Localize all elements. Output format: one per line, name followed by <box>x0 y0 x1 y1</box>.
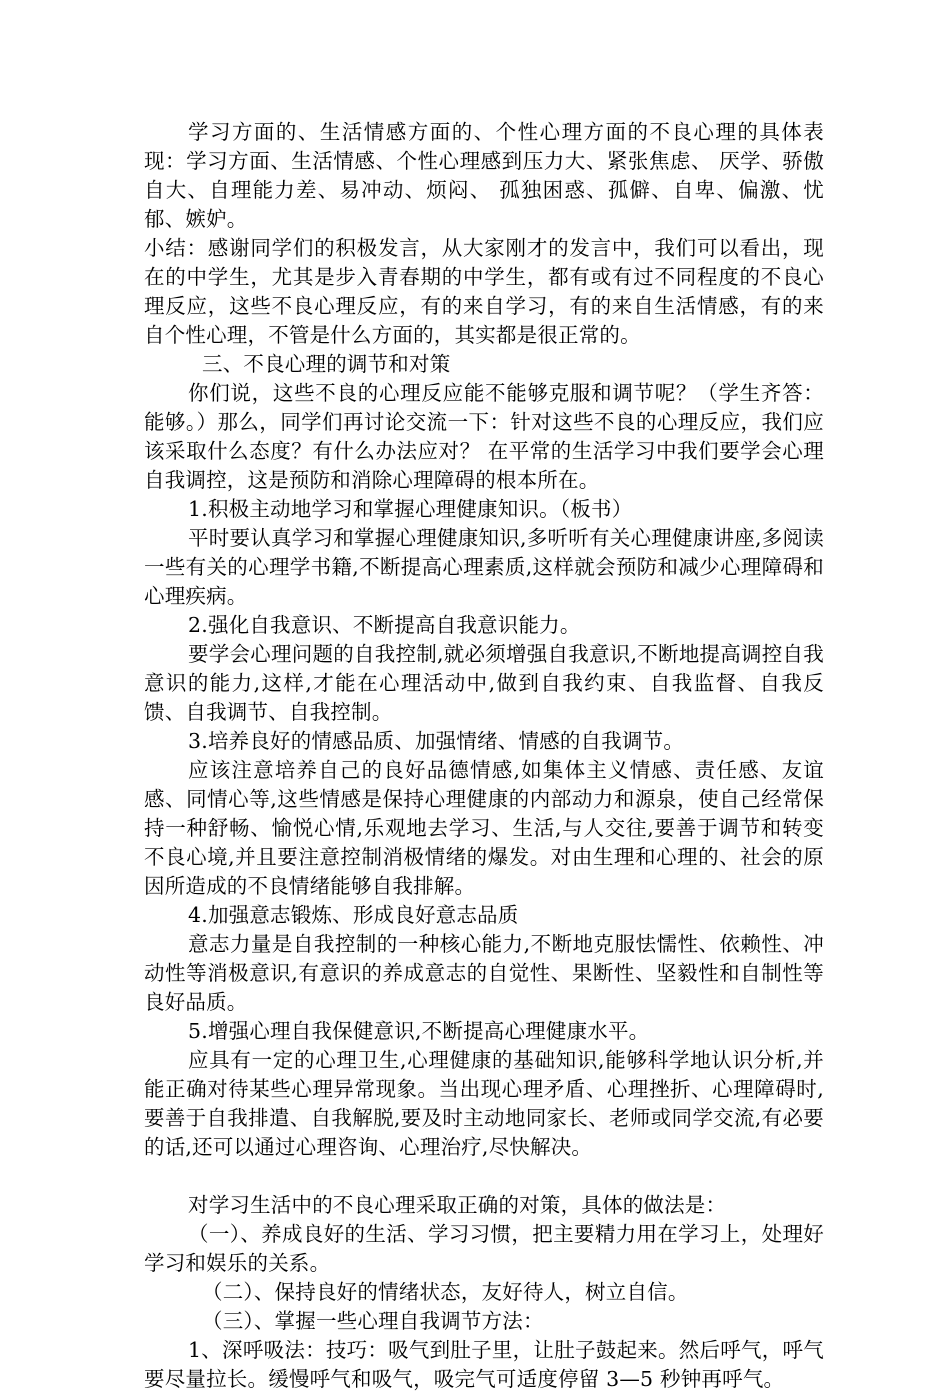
paragraph-point-2: 要学会心理问题的自我控制,就必须增强自我意识,不断地提高调控自我意识的能力,这样,才能在心理活动中,做到自我约束、自我监督、自我反馈、自我调节、自我控制。 <box>144 642 824 724</box>
list-item-heading-5: 5.增强心理自我保健意识,不断提高心理健康水平。 <box>188 1019 650 1043</box>
paragraph-point-1: 平时要认真学习和掌握心理健康知识,多听听有关心理健康讲座,多阅读一些有关的心理学书籍,不断提高心理素质,这样就会预防和减少心理障碍和心理疾病。 <box>144 526 824 608</box>
paragraph-approach-3: （三）、掌握一些心理自我调节方法： <box>202 1309 544 1333</box>
paragraph-discussion: 你们说，这些不良的心理反应能不能够克服和调节呢？（学生齐答：能够。）那么，同学们再讨论交流一下：针对这些不良的心理反应，我们应该采取什么态度？有什么办法应对？ 在平常的生活学习中我们要学会心理自我调控，这是预防和消除心理障碍的根本所在。 <box>144 381 824 492</box>
list-item-heading-1: 1.积极主动地学习和掌握心理健康知识。（板书） <box>188 497 633 521</box>
document-body <box>144 118 824 1394</box>
paragraph-approach-intro: 对学习生活中的不良心理采取正确的对策，具体的做法是： <box>188 1193 727 1217</box>
paragraph-point-5: 应具有一定的心理卫生,心理健康的基础知识,能够科学地认识分析,并能正确对待某些心理异常现象。当出现心理矛盾、心理挫折、心理障碍时,要善于自我排遣、自我解脱,要及时主动地同家长、老师或同学交流,有必要的话,还可以通过心理咨询、心理治疗,尽快解决。 <box>144 1048 824 1159</box>
list-item-heading-2: 2.强化自我意识、不断提高自我意识能力。 <box>188 613 581 637</box>
paragraph-summary: 小结：感谢同学们的积极发言，从大家刚才的发言中，我们可以看出，现在的中学生，尤其是步入青春期的中学生，都有或有过不同程度的不良心理反应，这些不良心理反应，有的来自学习，有的来自生活情感，有的来自个性心理，不管是什么方面的，其实都是很正常的。 <box>144 236 824 347</box>
paragraph-point-3: 应该注意培养自己的良好品德情感,如集体主义情感、责任感、友谊感、同情心等,这些情感是保持心理健康的内部动力和源泉，使自己经常保持一种舒畅、愉悦心情,乐观地去学习、生活,与人交往,要善于调节和转变不良心境,并且要注意控制消极情绪的爆发。对由生理和心理的、社会的原因所造成的不良情绪能够自我排解。 <box>144 758 824 898</box>
paragraph-approach-2: （二）、保持良好的情绪状态，友好待人，树立自信。 <box>202 1280 689 1304</box>
blank-line <box>144 1162 824 1191</box>
paragraph-symptoms: 学习方面的、生活情感方面的、个性心理方面的不良心理的具体表现：学习方面、生活情感、个性心理感到压力大、紧张焦虑、 厌学、骄傲自大、自理能力差、易冲动、烦闷、 孤独困惑、孤僻、自卑、偏激、忧郁、嫉妒。 <box>144 120 824 231</box>
paragraph-deep-breathing: 1、深呼吸法：技巧：吸气到肚子里，让肚子鼓起来。然后呼气，呼气要尽量拉长。缓慢呼气和吸气，吸完气可适度停留 3—5 秒钟再呼气。 <box>144 1338 824 1391</box>
section-heading-strategies: 三、不良心理的调节和对策 <box>202 352 451 376</box>
paragraph-approach-1: （一）、养成良好的生活、学习习惯，把主要精力用在学习上，处理好学习和娱乐的关系。 <box>144 1222 824 1275</box>
paragraph-point-4: 意志力量是自我控制的一种核心能力,不断地克服怯懦性、依赖性、冲动性等消极意识,有意识的养成意志的自觉性、果断性、坚毅性和自制性等良好品质。 <box>144 932 824 1014</box>
list-item-heading-3: 3.培养良好的情感品质、加强情绪、情感的自我调节。 <box>188 729 685 753</box>
list-item-heading-4: 4.加强意志锻炼、形成良好意志品质 <box>188 903 519 927</box>
